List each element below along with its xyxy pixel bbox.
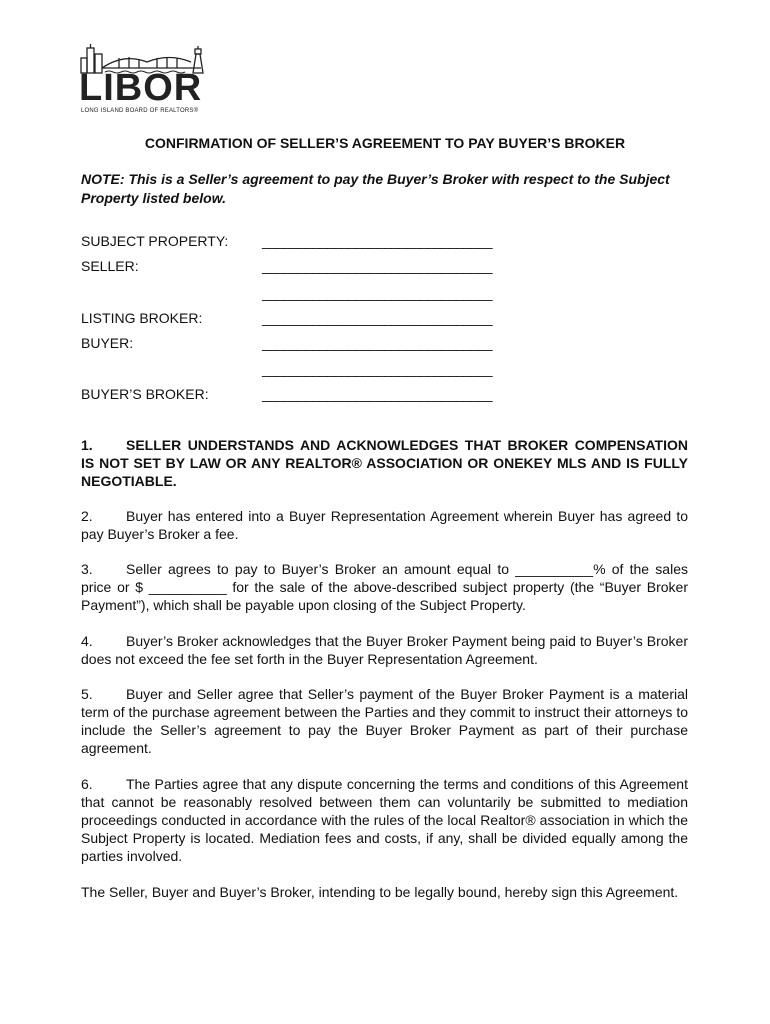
paragraph-text: Seller agrees to pay to Buyer’s Broker an amount equal to __________% of the sales price or $ __________ for the sale of the above-described subject property (the “Buyer Broker Payment”), which shall be payable upon closing of the Subject Property. <box>81 561 688 613</box>
seller-line-2[interactable]: ________________________________ <box>262 285 492 301</box>
paragraph-text: Buyer and Seller agree that Seller’s payment of the Buyer Broker Payment is a material term of the purchase agreement between the Parties and they commit to instruct their attorneys to include the Seller’s agreement to pay the Buyer Broker Payment as part of their purchase agreement. <box>81 686 688 756</box>
buyer-line[interactable]: ________________________________ <box>262 335 492 351</box>
paragraph-number: 5. <box>81 686 93 702</box>
paragraph-text: Buyer has entered into a Buyer Representation Agreement wherein Buyer has agreed to pay Buyer’s Broker a fee. <box>81 508 688 542</box>
document-note: NOTE: This is a Seller’s agreement to pay the Buyer’s Broker with respect to the Subject Property listed below. <box>81 171 670 206</box>
paragraph-6 <box>81 775 688 865</box>
paragraph-1 <box>81 436 688 490</box>
paragraph-text: SELLER UNDERSTANDS AND ACKNOWLEDGES THAT BROKER COMPENSATION IS NOT SET BY LAW OR ANY REALTOR® ASSOCIATION OR ONEKEY MLS AND IS FULLY NEGOTIABLE. <box>81 437 688 489</box>
logo-tagline: LONG ISLAND BOARD OF REALTORS® <box>81 108 199 114</box>
logo-wordmark: LIBOR <box>79 67 203 109</box>
buyers-broker-label: BUYER’S BROKER: <box>81 386 209 402</box>
libor-logo <box>79 44 215 116</box>
paragraph-number: 6. <box>81 776 93 792</box>
listing-broker-label: LISTING BROKER: <box>81 310 203 326</box>
paragraph-text: Buyer’s Broker acknowledges that the Buyer Broker Payment being paid to Buyer’s Broker does not exceed the fee set forth in the Buyer Representation Agreement. <box>81 633 688 667</box>
buyers-broker-line[interactable]: ________________________________ <box>262 386 492 402</box>
subject-property-label: SUBJECT PROPERTY: <box>81 233 229 249</box>
paragraph-number: 2. <box>81 508 93 524</box>
seller-label: SELLER: <box>81 258 139 274</box>
paragraph-number: 4. <box>81 633 93 649</box>
paragraph-text: The Parties agree that any dispute concerning the terms and conditions of this Agreement that cannot be reasonably resolved between them can voluntarily be submitted to mediation proceedings conducted in accordance with the rules of the local Realtor® association in which the Subject Property is located. Mediation fees and costs, if any, shall be divided equally among the parties involved. <box>81 776 688 864</box>
listing-broker-line[interactable]: ________________________________ <box>262 310 492 326</box>
buyer-line-2[interactable]: ________________________________ <box>262 361 492 377</box>
document-title: CONFIRMATION OF SELLER’S AGREEMENT TO PAY BUYER’S BROKER <box>144 135 626 151</box>
paragraph-number: 3. <box>81 561 93 577</box>
paragraph-3 <box>81 560 688 614</box>
paragraph-4 <box>81 632 688 668</box>
seller-line[interactable]: ________________________________ <box>262 258 492 274</box>
closing-statement: The Seller, Buyer and Buyer’s Broker, intending to be legally bound, hereby sign this Agreement. <box>81 884 679 900</box>
subject-property-line[interactable]: ________________________________ <box>262 233 492 249</box>
paragraph-5 <box>81 685 688 757</box>
paragraph-2 <box>81 507 688 543</box>
paragraph-number: 1. <box>81 437 93 453</box>
buyer-label: BUYER: <box>81 335 134 351</box>
